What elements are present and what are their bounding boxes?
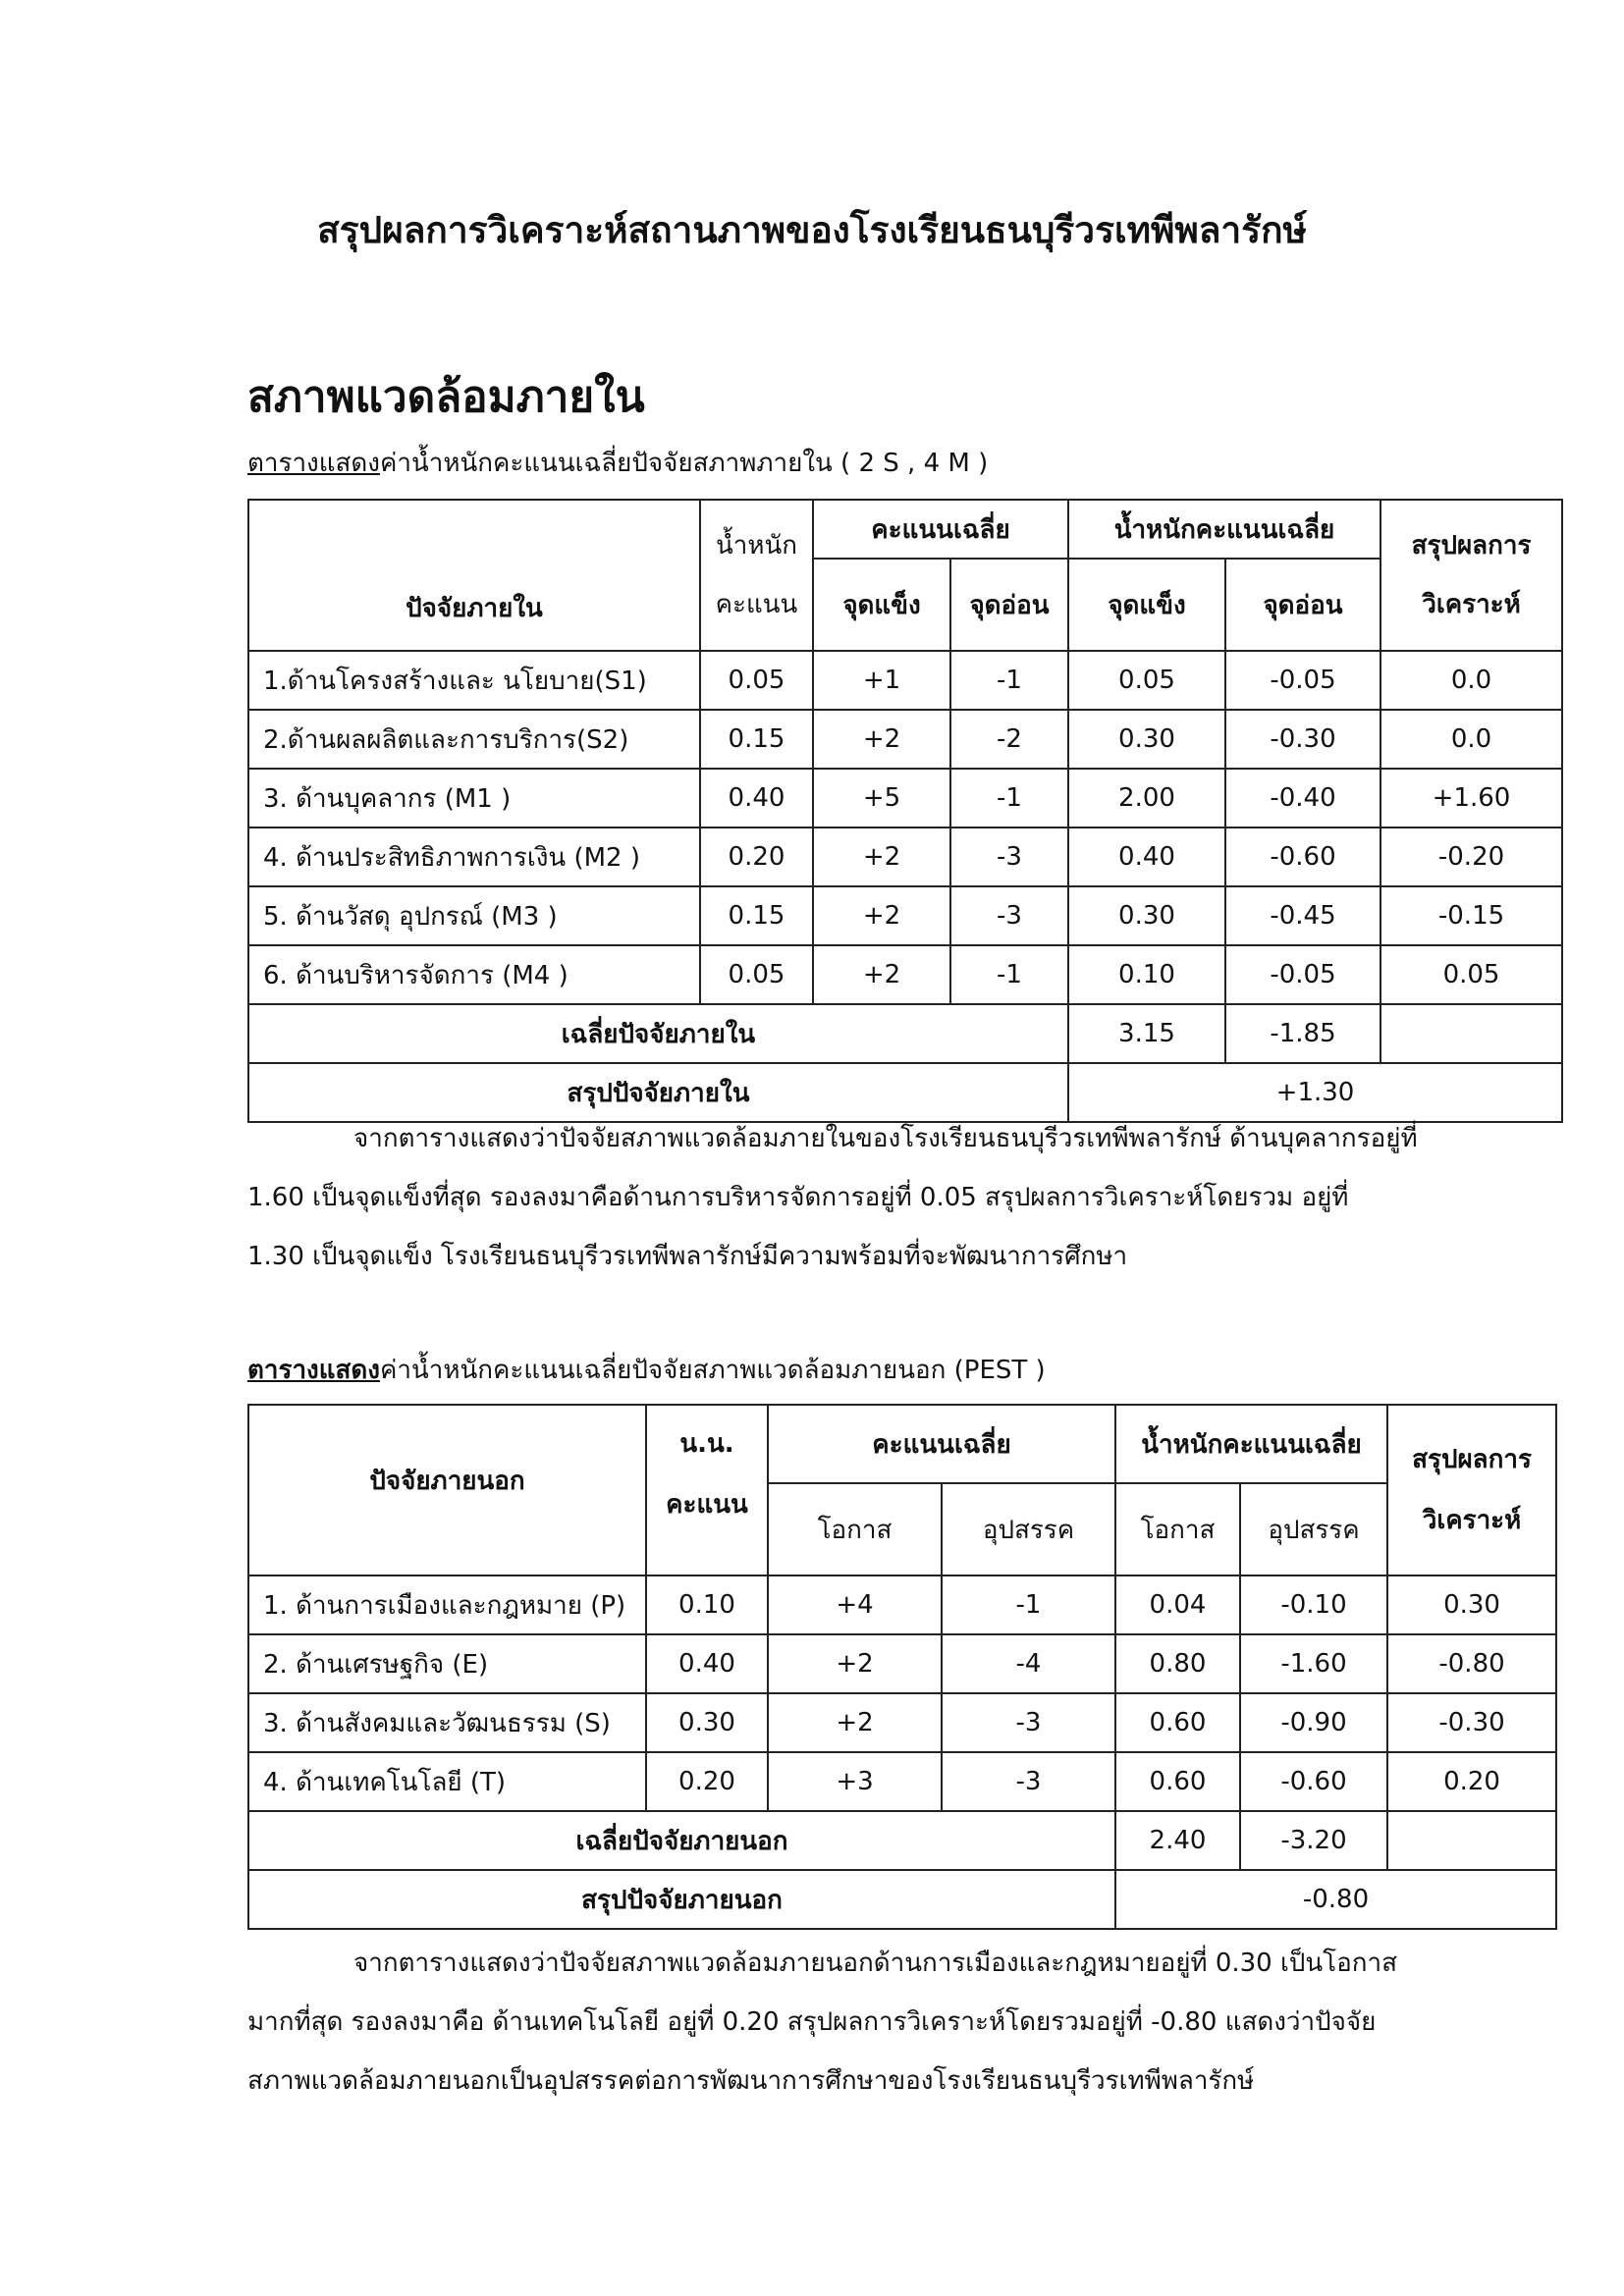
section-heading-internal: สภาพแวดล้อมภายใน xyxy=(247,372,645,422)
header-strength: จุดแข็ง xyxy=(813,559,950,651)
weight-cell: 0.30 xyxy=(646,1693,768,1752)
table-row xyxy=(248,1575,1556,1634)
paragraph-line: จากตารางแสดงว่าปัจจัยสภาพแวดล้อมภายในของโรงเรียนธนบุรีวรเทพีพลารักษ์ ด้านบุคลากรอยู่ที่ xyxy=(353,1124,1418,1153)
weighted-weakness-cell: -0.60 xyxy=(1225,828,1380,886)
table-row xyxy=(248,1634,1556,1693)
weight-cell: 0.15 xyxy=(700,886,813,945)
strength-score-cell: +5 xyxy=(813,769,950,828)
weighted-strength-cell: 0.30 xyxy=(1068,886,1225,945)
header-weighted-threat: อุปสรรค xyxy=(1240,1483,1387,1575)
table-row xyxy=(248,1693,1556,1752)
weighted-weakness-cell: -0.05 xyxy=(1225,945,1380,1004)
weighted-strength-cell: 0.05 xyxy=(1068,651,1225,710)
header-avg-score: คะแนนเฉลี่ย xyxy=(813,500,1068,559)
weakness-score-cell: -3 xyxy=(950,886,1068,945)
summary-row xyxy=(248,1870,1556,1929)
header-weighted-weakness: จุดอ่อน xyxy=(1225,559,1380,651)
weighted-strength-cell: 0.10 xyxy=(1068,945,1225,1004)
header-weakness: จุดอ่อน xyxy=(950,559,1068,651)
weakness-score-cell: -2 xyxy=(950,710,1068,769)
table-row xyxy=(248,945,1562,1004)
table-row xyxy=(248,710,1562,769)
weighted-opportunity-cell: 0.04 xyxy=(1115,1575,1240,1634)
header-threat: อุปสรรค xyxy=(942,1483,1115,1575)
weighted-opportunity-cell: 0.80 xyxy=(1115,1634,1240,1693)
header-weighted-avg: น้ำหนักคะแนนเฉลี่ย xyxy=(1115,1405,1387,1483)
summary-label: สรุปปัจจัยภายนอก xyxy=(248,1870,1115,1929)
summary-cell: 0.30 xyxy=(1387,1575,1556,1634)
strength-score-cell: +2 xyxy=(813,945,950,1004)
table-row xyxy=(248,769,1562,828)
weight-cell: 0.05 xyxy=(700,651,813,710)
summary-cell: 0.05 xyxy=(1380,945,1562,1004)
weakness-score-cell: -3 xyxy=(950,828,1068,886)
opportunity-score-cell: +4 xyxy=(768,1575,942,1634)
caption-lead: ตารางแสดง xyxy=(247,449,380,478)
summary-cell: 0.0 xyxy=(1380,651,1562,710)
average-empty-cell xyxy=(1387,1811,1556,1870)
weight-cell: 0.10 xyxy=(646,1575,768,1634)
paragraph-line: มากที่สุด รองลงมาคือ ด้านเทคโนโลยี อยู่ที่ 0.20 สรุปผลการวิเคราะห์โดยรวมอยู่ที่ -0.80 แสดงว่าปัจจัย xyxy=(247,2007,1377,2037)
weighted-threat-cell: -0.60 xyxy=(1240,1752,1387,1811)
weight-cell: 0.20 xyxy=(700,828,813,886)
factor-cell: 4. ด้านประสิทธิภาพการเงิน (M2 ) xyxy=(248,828,700,886)
factor-cell: 2.ด้านผลผลิตและการบริการ(S2) xyxy=(248,710,700,769)
page-title: สรุปผลการวิเคราะห์สถานภาพของโรงเรียนธนบุรีวรเทพีพลารักษ์ xyxy=(317,209,1307,251)
average-threat-cell: -3.20 xyxy=(1240,1811,1387,1870)
strength-score-cell: +2 xyxy=(813,886,950,945)
weighted-opportunity-cell: 0.60 xyxy=(1115,1752,1240,1811)
paragraph-line: สภาพแวดล้อมภายนอกเป็นอุปสรรคต่อการพัฒนาการศึกษาของโรงเรียนธนบุรีวรเทพีพลารักษ์ xyxy=(247,2066,1255,2096)
table-row xyxy=(248,1752,1556,1811)
factor-cell: 4. ด้านเทคโนโลยี (T) xyxy=(248,1752,646,1811)
weighted-opportunity-cell: 0.60 xyxy=(1115,1693,1240,1752)
summary-cell: 0.0 xyxy=(1380,710,1562,769)
header-weighted-opportunity: โอกาส xyxy=(1115,1483,1240,1575)
header-weight: น.น. คะแนน xyxy=(646,1405,768,1575)
factor-cell: 6. ด้านบริหารจัดการ (M4 ) xyxy=(248,945,700,1004)
weakness-score-cell: -1 xyxy=(950,945,1068,1004)
weight-cell: 0.40 xyxy=(700,769,813,828)
weighted-threat-cell: -0.10 xyxy=(1240,1575,1387,1634)
weighted-strength-cell: 0.40 xyxy=(1068,828,1225,886)
caption-text: ค่าน้ำหนักคะแนนเฉลี่ยปัจจัยสภาพแวดล้อมภายนอก (PEST ) xyxy=(379,1356,1046,1385)
opportunity-score-cell: +2 xyxy=(768,1693,942,1752)
external-table-caption xyxy=(247,1351,1046,1390)
header-avg-score: คะแนนเฉลี่ย xyxy=(768,1405,1115,1483)
table-row xyxy=(248,828,1562,886)
threat-score-cell: -1 xyxy=(942,1575,1115,1634)
header-weighted-avg: น้ำหนักคะแนนเฉลี่ย xyxy=(1068,500,1380,559)
weakness-score-cell: -1 xyxy=(950,651,1068,710)
summary-cell: 0.20 xyxy=(1387,1752,1556,1811)
header-summary: สรุปผลการ วิเคราะห์ xyxy=(1380,500,1562,651)
factor-cell: 5. ด้านวัสดุ อุปกรณ์ (M3 ) xyxy=(248,886,700,945)
paragraph-line: จากตารางแสดงว่าปัจจัยสภาพแวดล้อมภายนอกด้านการเมืองและกฎหมายอยู่ที่ 0.30 เป็นโอกาส xyxy=(353,1949,1397,1978)
caption-text: ค่าน้ำหนักคะแนนเฉลี่ยปัจจัยสภาพภายใน ( 2 S , 4 M ) xyxy=(379,449,989,478)
summary-cell: -0.15 xyxy=(1380,886,1562,945)
threat-score-cell: -3 xyxy=(942,1752,1115,1811)
average-strength-cell: 3.15 xyxy=(1068,1004,1225,1063)
summary-value: -0.80 xyxy=(1115,1870,1556,1929)
factor-cell: 1.ด้านโครงสร้างและ นโยบาย(S1) xyxy=(248,651,700,710)
paragraph-line: 1.60 เป็นจุดแข็งที่สุด รองลงมาคือด้านการบริหารจัดการอยู่ที่ 0.05 สรุปผลการวิเคราะห์โดยรวม อยู่ที่ xyxy=(247,1183,1349,1212)
average-row xyxy=(248,1811,1556,1870)
external-factors-table xyxy=(247,1404,1557,1930)
average-opportunity-cell: 2.40 xyxy=(1115,1811,1240,1870)
strength-score-cell: +1 xyxy=(813,651,950,710)
average-empty-cell xyxy=(1380,1004,1562,1063)
header-opportunity: โอกาส xyxy=(768,1483,942,1575)
external-summary-paragraph xyxy=(247,1934,1475,2110)
internal-table-caption xyxy=(247,444,988,483)
factor-cell: 1. ด้านการเมืองและกฎหมาย (P) xyxy=(248,1575,646,1634)
summary-cell: -0.30 xyxy=(1387,1693,1556,1752)
caption-lead: ตารางแสดง xyxy=(247,1356,380,1385)
header-summary: สรุปผลการ วิเคราะห์ xyxy=(1387,1405,1556,1575)
strength-score-cell: +2 xyxy=(813,710,950,769)
weight-cell: 0.05 xyxy=(700,945,813,1004)
summary-cell: -0.80 xyxy=(1387,1634,1556,1693)
summary-value: +1.30 xyxy=(1068,1063,1562,1122)
weighted-threat-cell: -0.90 xyxy=(1240,1693,1387,1752)
opportunity-score-cell: +3 xyxy=(768,1752,942,1811)
weighted-strength-cell: 0.30 xyxy=(1068,710,1225,769)
average-label: เฉลี่ยปัจจัยภายใน xyxy=(248,1004,1068,1063)
average-weakness-cell: -1.85 xyxy=(1225,1004,1380,1063)
summary-cell: +1.60 xyxy=(1380,769,1562,828)
factor-cell: 2. ด้านเศรษฐกิจ (E) xyxy=(248,1634,646,1693)
weighted-weakness-cell: -0.40 xyxy=(1225,769,1380,828)
weighted-weakness-cell: -0.05 xyxy=(1225,651,1380,710)
weighted-threat-cell: -1.60 xyxy=(1240,1634,1387,1693)
strength-score-cell: +2 xyxy=(813,828,950,886)
table-row xyxy=(248,651,1562,710)
threat-score-cell: -3 xyxy=(942,1693,1115,1752)
summary-cell: -0.20 xyxy=(1380,828,1562,886)
weighted-weakness-cell: -0.30 xyxy=(1225,710,1380,769)
factor-cell: 3. ด้านสังคมและวัฒนธรรม (S) xyxy=(248,1693,646,1752)
weighted-weakness-cell: -0.45 xyxy=(1225,886,1380,945)
header-factor: ปัจจัยภายใน xyxy=(248,500,700,651)
opportunity-score-cell: +2 xyxy=(768,1634,942,1693)
weight-cell: 0.20 xyxy=(646,1752,768,1811)
paragraph-line: 1.30 เป็นจุดแข็ง โรงเรียนธนบุรีวรเทพีพลารักษ์มีความพร้อมที่จะพัฒนาการศึกษา xyxy=(247,1242,1128,1271)
weighted-strength-cell: 2.00 xyxy=(1068,769,1225,828)
header-weight: น้ำหนัก คะแนน xyxy=(700,500,813,651)
weight-cell: 0.40 xyxy=(646,1634,768,1693)
factor-cell: 3. ด้านบุคลากร (M1 ) xyxy=(248,769,700,828)
weight-cell: 0.15 xyxy=(700,710,813,769)
average-row xyxy=(248,1004,1562,1063)
average-label: เฉลี่ยปัจจัยภายนอก xyxy=(248,1811,1115,1870)
table-row xyxy=(248,886,1562,945)
header-weighted-strength: จุดแข็ง xyxy=(1068,559,1225,651)
internal-factors-table xyxy=(247,499,1563,1123)
summary-label: สรุปปัจจัยภายใน xyxy=(248,1063,1068,1122)
internal-summary-paragraph xyxy=(247,1109,1475,1286)
threat-score-cell: -4 xyxy=(942,1634,1115,1693)
weakness-score-cell: -1 xyxy=(950,769,1068,828)
header-factor: ปัจจัยภายนอก xyxy=(248,1405,646,1575)
